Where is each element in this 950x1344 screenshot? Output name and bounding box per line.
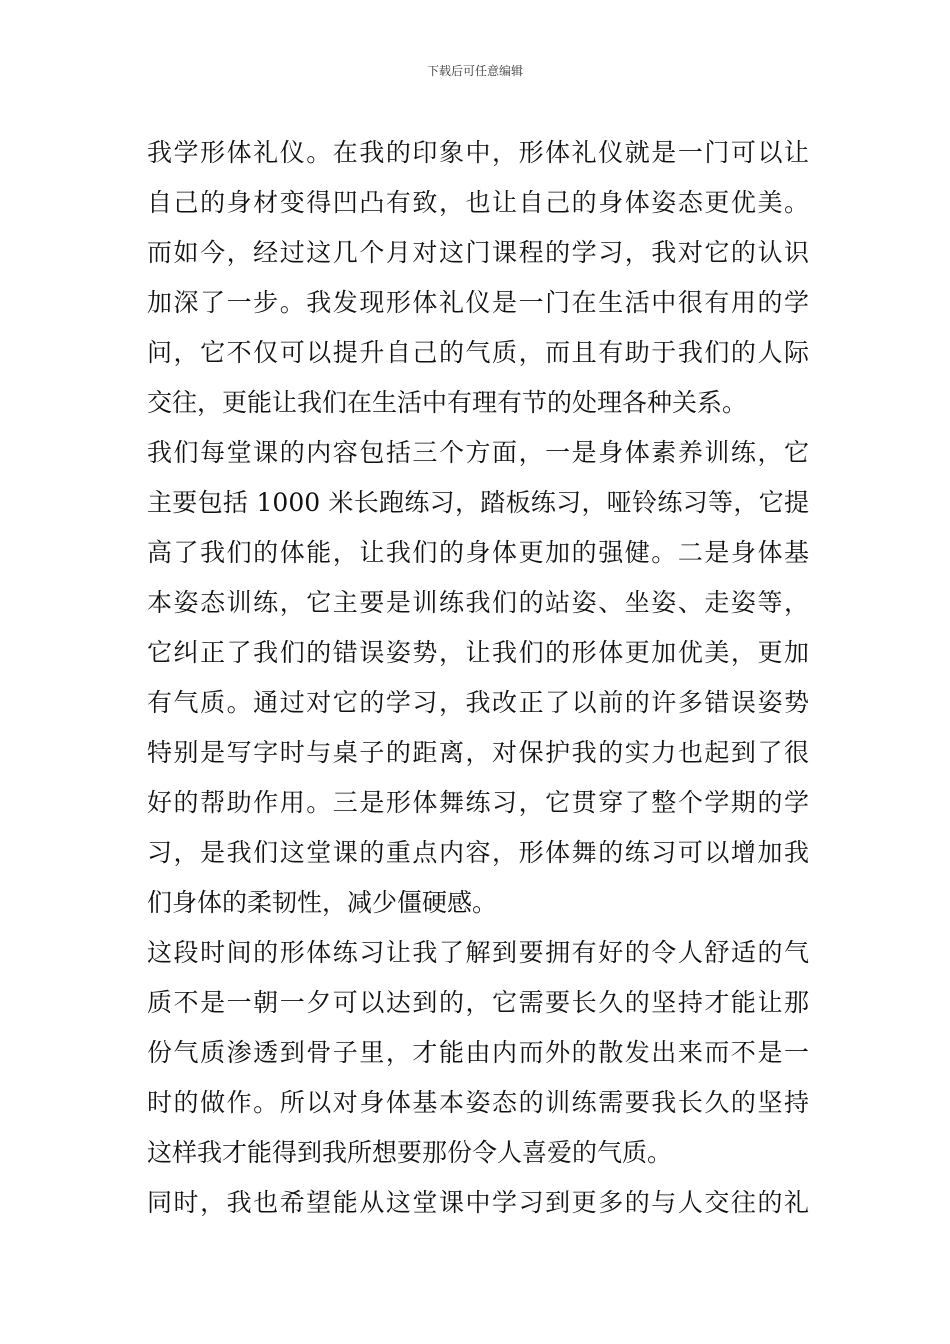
text-line: 交往，更能让我们在生活中有理有节的处理各种关系。 xyxy=(147,388,748,417)
text-line: 有气质。通过对它的学习，我改正了以前的许多错误姿势 xyxy=(147,688,809,717)
text-line: 质不是一朝一夕可以达到的，它需要长久的坚持才能让那 xyxy=(147,988,809,1017)
text-line: 同时，我也希望能从这堂课中学习到更多的与人交往的礼 xyxy=(147,1188,809,1217)
text-line: 这样我才能得到我所想要那份令人喜爱的气质。 xyxy=(147,1138,673,1167)
text-line: 们身体的柔韧性，减少僵硬感。 xyxy=(147,888,498,917)
document-body xyxy=(147,128,809,1228)
text-line: 特别是写字时与桌子的距离，对保护我的实力也起到了很 xyxy=(147,738,809,767)
text-line: 习，是我们这堂课的重点内容，形体舞的练习可以增加我 xyxy=(147,838,809,867)
text-line: 我学形体礼仪。在我的印象中，形体礼仪就是一门可以让 xyxy=(147,138,809,167)
text-line: 而如今，经过这几个月对这门课程的学习，我对它的认识 xyxy=(147,238,809,267)
text-line: 自己的身材变得凹凸有致，也让自己的身体姿态更优美。 xyxy=(147,188,809,217)
text-line: 本姿态训练，它主要是训练我们的站姿、坐姿、走姿等， xyxy=(147,588,809,617)
text-line: 这段时间的形体练习让我了解到要拥有好的令人舒适的气 xyxy=(147,938,809,967)
text-line: 时的做作。所以对身体基本姿态的训练需要我长久的坚持 xyxy=(147,1088,809,1117)
text-line: 我们每堂课的内容包括三个方面，一是身体素养训练，它 xyxy=(147,438,809,467)
text-line: 高了我们的体能，让我们的身体更加的强健。二是身体基 xyxy=(147,538,809,567)
text-line: 加深了一步。我发现形体礼仪是一门在生活中很有用的学 xyxy=(147,288,809,317)
text-line: 主要包括 1000 米长跑练习，踏板练习，哑铃练习等，它提 xyxy=(147,488,809,517)
page-header: 下载后可任意编辑 xyxy=(426,64,523,78)
text-line: 好的帮助作用。三是形体舞练习，它贯穿了整个学期的学 xyxy=(147,788,809,817)
text-line: 份气质渗透到骨子里，才能由内而外的散发出来而不是一 xyxy=(147,1038,809,1067)
text-line: 它纠正了我们的错误姿势，让我们的形体更加优美，更加 xyxy=(147,638,809,667)
text-line: 问，它不仅可以提升自己的气质，而且有助于我们的人际 xyxy=(147,338,809,367)
